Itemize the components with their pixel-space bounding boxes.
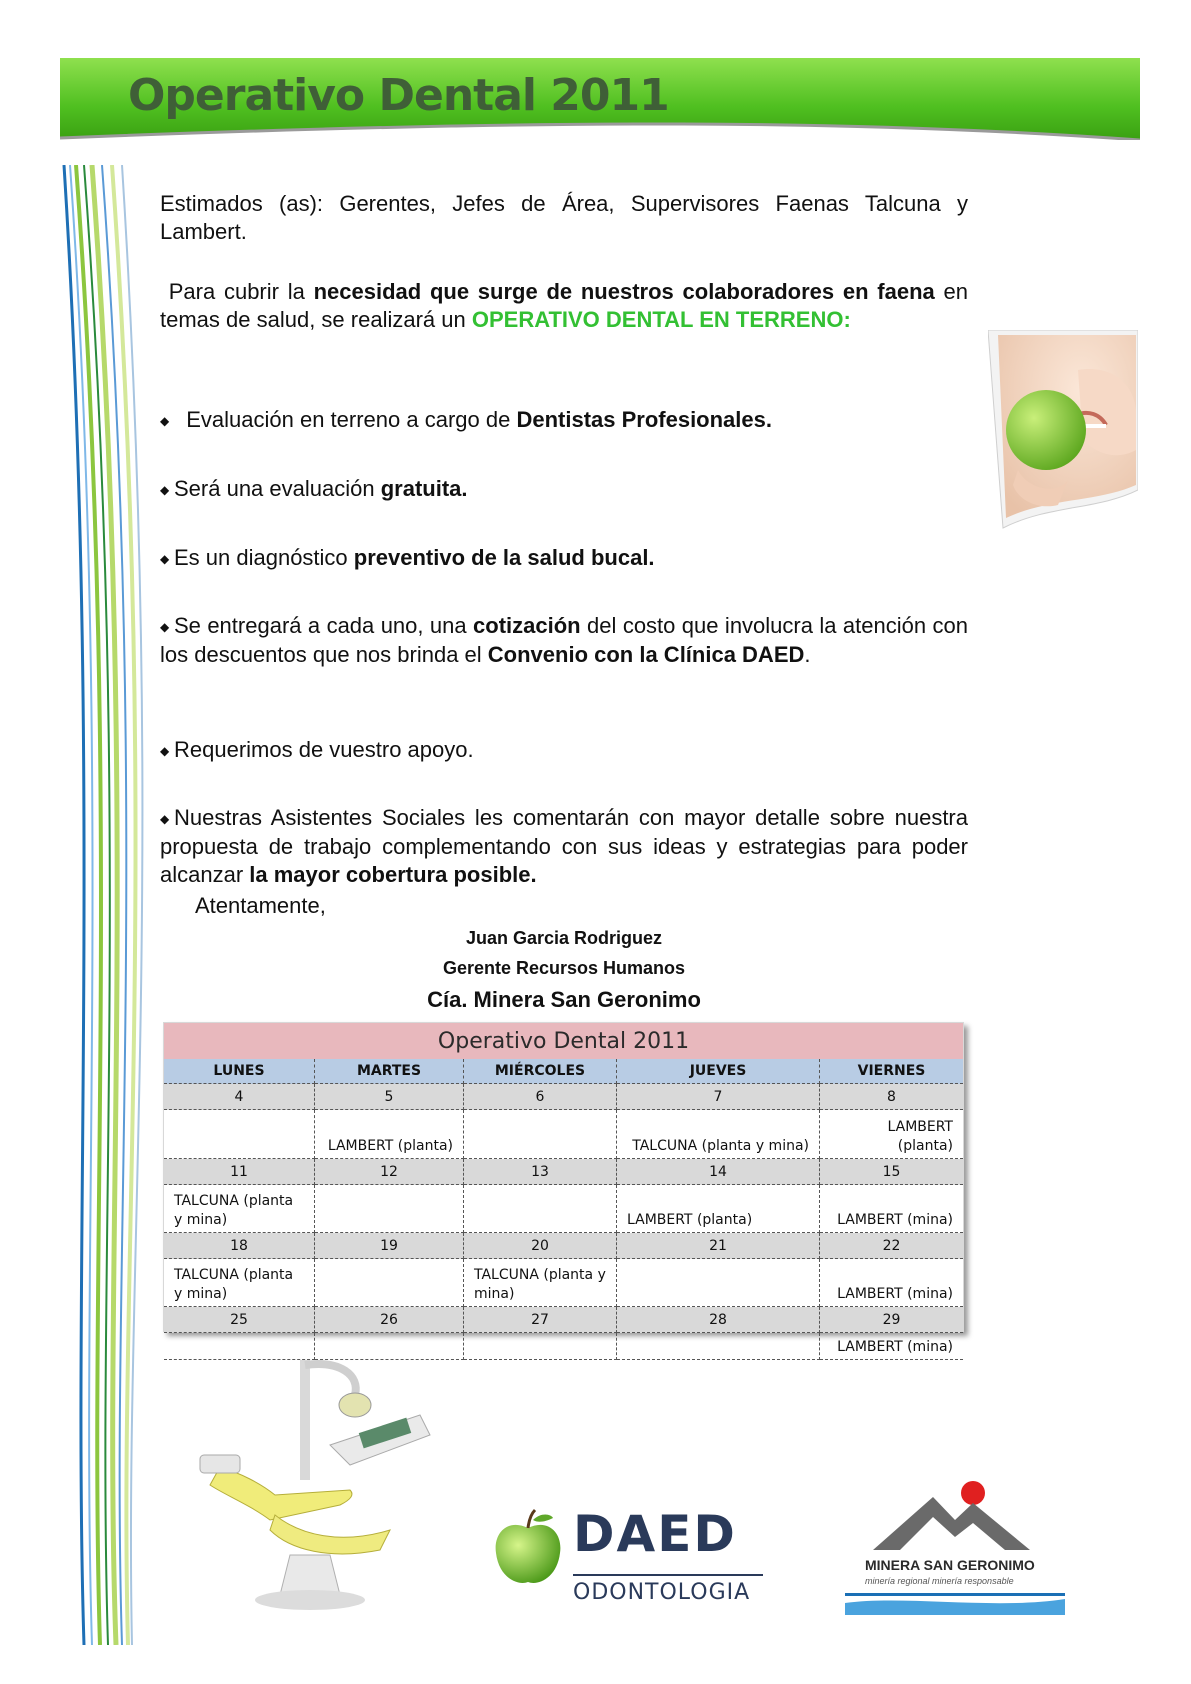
date-cell: 12 [315, 1159, 464, 1185]
event-cell: LAMBERT (mina) [820, 1185, 964, 1233]
closing: Atentamente, [195, 893, 326, 918]
page-title: Operativo Dental 2011 [128, 70, 669, 121]
minera-san-geronimo-logo [845, 1475, 1070, 1615]
event-cell: LAMBERT (mina) [820, 1259, 964, 1307]
date-cell: 14 [617, 1159, 820, 1185]
diamond-bullet-icon: ◆ [160, 483, 170, 498]
event-cell [464, 1110, 617, 1159]
date-cell: 13 [464, 1159, 617, 1185]
diamond-bullet-icon: ◆ [160, 414, 170, 429]
date-cell: 21 [617, 1233, 820, 1259]
date-cell: 28 [617, 1307, 820, 1333]
event-cell [164, 1110, 315, 1159]
minera-name: MINERA SAN GERONIMO [865, 1557, 1035, 1573]
event-cell [315, 1259, 464, 1307]
daed-logo [493, 1500, 788, 1615]
bullet-item: ◆ Es un diagnóstico preventivo de la salud bucal. [160, 544, 968, 573]
date-cell: 15 [820, 1159, 964, 1185]
daed-divider [573, 1574, 763, 1576]
bullet-item: ◆ Requerimos de vuestro apoyo. [160, 736, 968, 765]
event-cell [617, 1333, 820, 1360]
event-cell: LAMBERT (planta) [315, 1110, 464, 1159]
day-header: MIÉRCOLES [464, 1059, 617, 1084]
signer-name: Juan Garcia Rodriguez [465, 928, 663, 948]
daed-name: DAED [573, 1505, 737, 1563]
diamond-bullet-icon: ◆ [160, 620, 170, 635]
date-cell: 22 [820, 1233, 964, 1259]
bullet-item: ◆ Evaluación en terreno a cargo de Dentistas Profesionales. [160, 406, 968, 435]
apple-bite-photo [988, 330, 1138, 530]
date-cell: 29 [820, 1307, 964, 1333]
dental-chair-image [180, 1355, 460, 1620]
date-cell: 6 [464, 1084, 617, 1110]
event-cell: TALCUNA (planta y mina) [464, 1259, 617, 1307]
event-cell: TALCUNA (planta y mina) [164, 1259, 315, 1307]
event-cell [315, 1185, 464, 1233]
decorative-stripes [62, 165, 172, 1645]
signer-role: Gerente Recursos Humanos [442, 958, 686, 978]
apple-icon [493, 1508, 563, 1588]
day-header: JUEVES [617, 1059, 820, 1084]
event-cell [617, 1259, 820, 1307]
event-cell: LAMBERT (mina) [820, 1333, 964, 1360]
diamond-bullet-icon: ◆ [160, 744, 170, 759]
day-header: MARTES [315, 1059, 464, 1084]
date-cell: 11 [164, 1159, 315, 1185]
date-cell: 20 [464, 1233, 617, 1259]
bullet-item: ◆ Nuestras Asistentes Sociales les comentarán con mayor detalle sobre nuestra propuesta de trabajo complementando con sus ideas y estrategias para poder alcanzar la mayor cobertura posible. [160, 805, 968, 888]
date-cell: 19 [315, 1233, 464, 1259]
intro-paragraph: Para cubrir la necesidad que surge de nuestros colaboradores en faena en temas de salud, se realizará un OPERATIVO DENTAL EN TERRENO: [160, 279, 968, 332]
date-cell: 7 [617, 1084, 820, 1110]
date-cell: 8 [820, 1084, 964, 1110]
mountain-sun-icon [845, 1475, 1070, 1615]
company-name: Cía. Minera San Geronimo [427, 987, 701, 1012]
date-cell: 27 [464, 1307, 617, 1333]
day-header: VIERNES [820, 1059, 964, 1084]
diamond-bullet-icon: ◆ [160, 812, 170, 827]
event-cell [464, 1185, 617, 1233]
event-cell: TALCUNA (planta y mina) [164, 1185, 315, 1233]
date-cell: 26 [315, 1307, 464, 1333]
date-cell: 25 [164, 1307, 315, 1333]
event-cell: TALCUNA (planta y mina) [617, 1110, 820, 1159]
letter-body [160, 190, 968, 334]
diamond-bullet-icon: ◆ [160, 552, 170, 567]
minera-tagline: minería regional minería responsable [865, 1576, 1014, 1586]
schedule-table [163, 1022, 964, 1355]
bullet-item: ◆ Será una evaluación gratuita. [160, 475, 968, 504]
date-cell: 4 [164, 1084, 315, 1110]
bullet-item: ◆ Se entregará a cada uno, una cotización del costo que involucra la atención con los descuentos que nos brinda el Convenio con la Clínica DAED. [160, 613, 968, 668]
daed-subtitle: ODONTOLOGIA [573, 1580, 751, 1605]
date-cell: 5 [315, 1084, 464, 1110]
event-cell: LAMBERT (planta) [820, 1110, 964, 1159]
event-cell [464, 1333, 617, 1360]
schedule-title: Operativo Dental 2011 [164, 1023, 963, 1059]
date-cell: 18 [164, 1233, 315, 1259]
event-cell: LAMBERT (planta) [617, 1185, 820, 1233]
greeting: Estimados (as): Gerentes, Jefes de Área, Supervisores Faenas Talcuna y Lambert. [160, 191, 968, 244]
day-header: LUNES [164, 1059, 315, 1084]
